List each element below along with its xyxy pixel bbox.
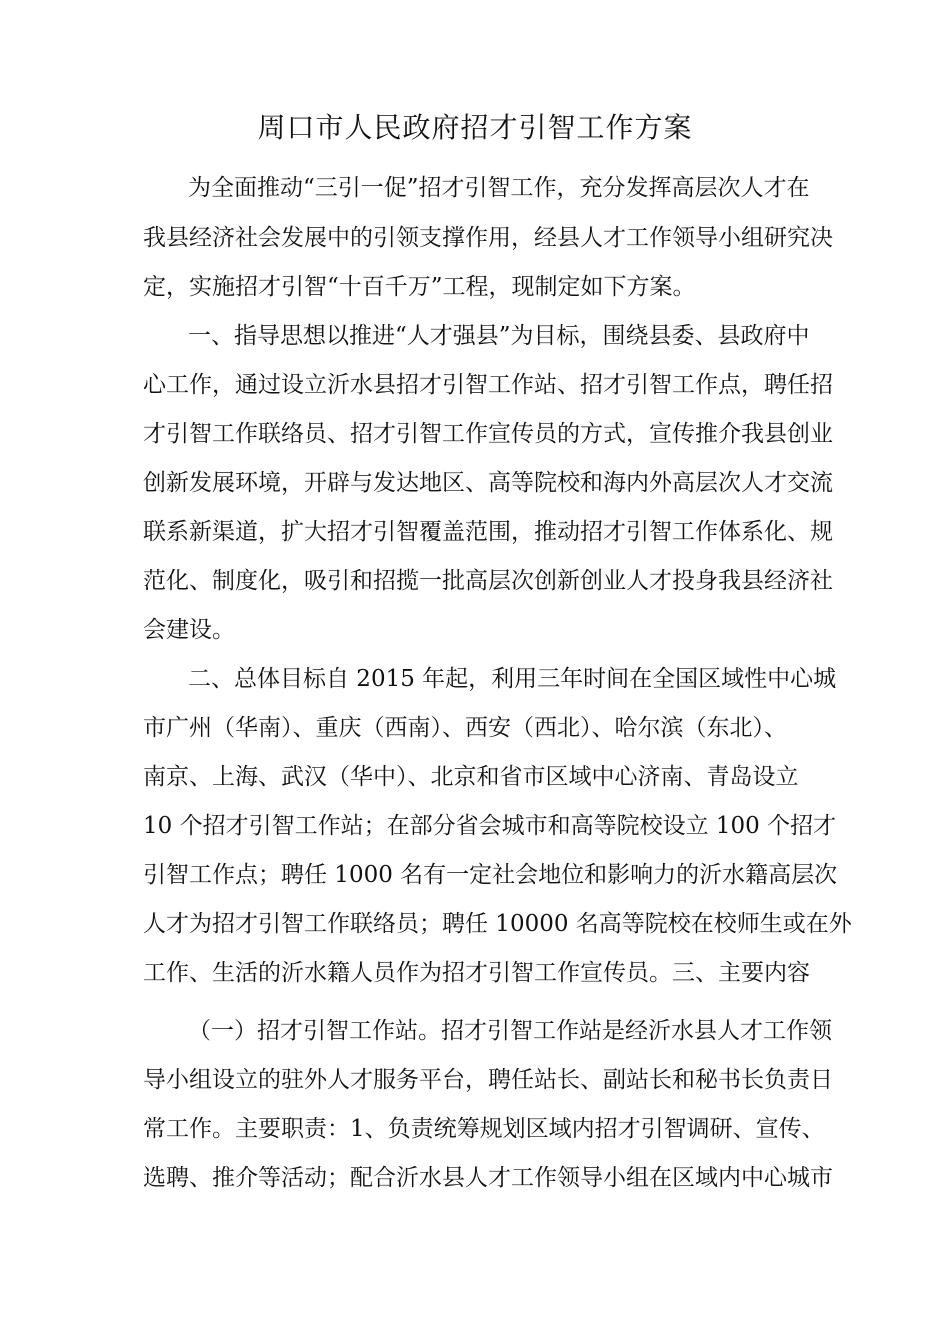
paragraph-line: 常工作。主要职责：1、负责统筹规划区域内招才引智调研、宣传、 bbox=[143, 1116, 825, 1142]
paragraph-line: 心工作，通过设立沂水县招才引智工作站、招才引智工作点，聘任招 bbox=[143, 372, 833, 398]
paragraph-line: 联系新渠道，扩大招才引智覆盖范围，推动招才引智工作体系化、规 bbox=[143, 519, 833, 545]
paragraph-line: 市广州（华南）、重庆（西南）、西安（西北）、哈尔滨（东北）、 bbox=[143, 715, 787, 741]
paragraph-line: 会建设。 bbox=[143, 617, 235, 643]
paragraph-line: 二、总体目标自 2015 年起，利用三年时间在全国区域性中心城 bbox=[188, 666, 837, 692]
paragraph-line: 南京、上海、武汉（华中）、北京和省市区域中心济南、青岛设立 bbox=[143, 764, 799, 790]
paragraph-line: 我县经济社会发展中的引领支撑作用，经县人才工作领导小组研究决 bbox=[143, 225, 833, 251]
paragraph-line: 导小组设立的驻外人才服务平台，聘任站长、副站长和秘书长负责日 bbox=[143, 1067, 833, 1093]
paragraph-line: 范化、制度化，吸引和招揽一批高层次创新创业人才投身我县经济社 bbox=[143, 568, 833, 594]
paragraph-line: 10 个招才引智工作站；在部分省会城市和高等院校设立 100 个招才 bbox=[143, 813, 837, 839]
paragraph-line: 选聘、推介等活动；配合沂水县人才工作领导小组在区域内中心城市 bbox=[143, 1165, 833, 1191]
paragraph-line: （一）招才引智工作站。招才引智工作站是经沂水县人才工作领 bbox=[188, 1018, 832, 1044]
paragraph-line: 一、指导思想以推进“人才强县”为目标，围绕县委、县政府中 bbox=[188, 323, 810, 349]
paragraph-line: 创新发展环境，开辟与发达地区、高等院校和海内外高层次人才交流 bbox=[143, 470, 833, 496]
paragraph-line: 才引智工作联络员、招才引智工作宣传员的方式，宣传推介我县创业 bbox=[143, 421, 833, 447]
paragraph-line: 为全面推动“三引一促”招才引智工作，充分发挥高层次人才在 bbox=[188, 175, 810, 201]
paragraph-line: 人才为招才引智工作联络员；聘任 10000 名高等院校在校师生或在外 bbox=[143, 911, 852, 937]
paragraph-line: 定，实施招才引智“十百千万”工程，现制定如下方案。 bbox=[143, 274, 696, 300]
document-title: 周口市人民政府招才引智工作方案 bbox=[257, 111, 693, 144]
paragraph-line: 引智工作点；聘任 1000 名有一定社会地位和影响力的沂水籍高层次 bbox=[143, 862, 838, 888]
paragraph-line: 工作、生活的沂水籍人员作为招才引智工作宣传员。三、主要内容 bbox=[143, 960, 810, 986]
